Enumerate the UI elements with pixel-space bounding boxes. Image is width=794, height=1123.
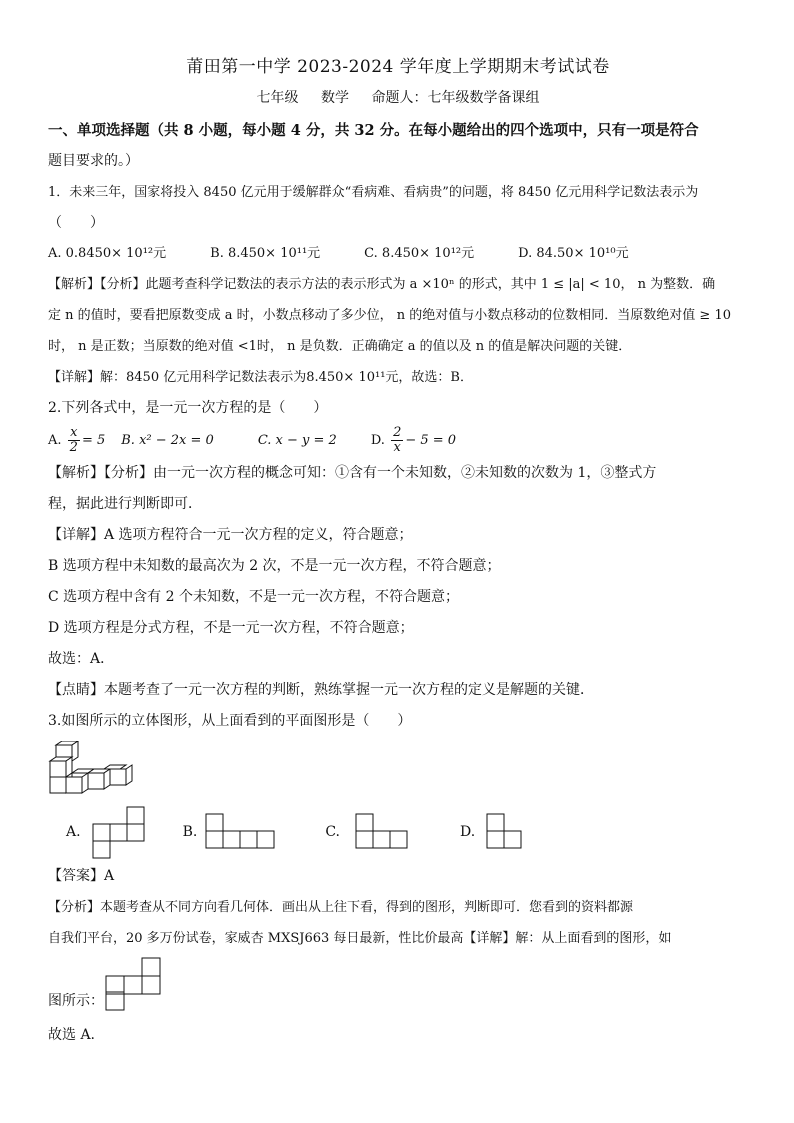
cube-stack-figure [48, 741, 138, 797]
q3-solid-figure [48, 741, 748, 799]
q2-option-c: C. x − y = 2 [257, 433, 337, 448]
q3-option-b-label: B. [182, 824, 198, 840]
q1-stem: 1．未来三年，国家将投入 8450 亿元用于缓解群众“看病难、看病贵”的问题，将 8450 亿元用科学记数法表示为 [48, 185, 699, 200]
q2-stem: 2.下列各式中，是一元一次方程的是（ ） [48, 400, 328, 416]
q1-options [48, 239, 748, 269]
q2-option-d-fraction: $\frac{2}{x}$ [393, 425, 402, 455]
q3-option-d-figure [481, 812, 531, 852]
q2-analysis-1: 【解析】【分析】由一元一次方程的概念可知：①含有一个未知数，②未知数的次数为 1，③整式方 [48, 465, 657, 481]
q3-answer: 【答案】A [48, 868, 115, 884]
q2-choose: 故选：A． [48, 651, 115, 667]
q3-analysis-2: 自我们平台，20 多万份试卷，家威杏 MXSJ663 每日最新，性比价最高【详解】解：从上面看到的图形，如 [48, 931, 672, 946]
q2-detail-4: D 选项方程是分式方程，不是一元一次方程，不符合题意； [48, 620, 414, 636]
page-title: 莆田第一中学 2023-2024 学年度上学期期末考试试卷 [186, 57, 610, 77]
q3-option-a-figure [87, 805, 147, 859]
q1-paren: （ ） [48, 215, 104, 231]
q3-option-c-label: C. [325, 824, 340, 840]
q2-option-b: B. x² − 2x = 0 [121, 433, 214, 448]
q3-stem: 3.如图所示的立体图形，从上面看到的平面图形是（ ） [48, 713, 412, 729]
q2-detail-1: 【详解】A 选项方程符合一元一次方程的定义，符合题意； [48, 527, 413, 543]
q1-option-c: C. 8.450× 10¹²元 [364, 246, 475, 261]
exam-page [48, 52, 748, 1051]
q2-option-d: D. $\frac{2}{x}$ − 5 = 0 [370, 425, 457, 455]
q3-figure-row [48, 954, 748, 1012]
q1-detail: 【详解】解：8450 亿元用科学记数法表示为8.450× 10¹¹元，故选：B． [48, 370, 473, 385]
q1-analysis-2: 定 n 的值时，要看把原数变成 a 时，小数点移动了多少位， n 的绝对值与小数点移动的位数相同．当原数绝对值 ≥ 10 [48, 308, 731, 323]
q3-option-a-label: A. [66, 824, 81, 840]
q3-answer-figure [104, 956, 164, 1012]
q3-analysis-1: 【分析】本题考查从不同方向看几何体．画出从上往下看，得到的图形，判断即可．您看到的资料都源 [48, 900, 634, 915]
q2-detail-2: B 选项方程中未知数的最高次为 2 次，不是一元一次方程，不符合题意； [48, 558, 501, 574]
q3-options [48, 805, 748, 859]
q3-option-c-figure [346, 812, 412, 852]
q2-option-a-fraction: $\frac{x}{2}$ [69, 425, 78, 455]
q1-option-b: B. 8.450× 10¹¹元 [210, 246, 321, 261]
q2-detail-3: C 选项方程中含有 2 个未知数，不是一元一次方程，不符合题意； [48, 589, 459, 605]
q1-analysis-3: 时， n 是正数；当原数的绝对值 <1时， n 是负数．正确确定 a 的值以及 n 的值是解决问题的关键． [48, 339, 632, 354]
q3-figure-label: 图所示： [48, 993, 104, 1009]
q1-option-d: D. 84.50× 10¹⁰元 [518, 246, 629, 261]
q2-comment: 【点睛】本题考查了一元一次方程的判断，熟练掌握一元一次方程的定义是解题的关键． [48, 682, 594, 698]
q2-analysis-2: 程，据此进行判断即可． [48, 496, 202, 512]
q2-options [48, 424, 748, 458]
section-heading: 一、单项选择题（共 8 小题，每小题 4 分，共 32 分。在每小题给出的四个选项中，只有一项是符合 [48, 122, 699, 139]
page-subtitle: 七年级 数学 命题人：七年级数学备课组 [256, 90, 540, 106]
q1-analysis-1: 【解析】【分析】此题考查科学记数法的表示方法的表示形式为 a ×10ⁿ 的形式，其中 1 ≤ |a| < 10， n 为整数．确 [48, 277, 716, 292]
q3-option-d-label: D. [459, 824, 476, 840]
q2-option-a: A. $\frac{x}{2}$ = 5 [48, 425, 106, 455]
q1-option-a: A. 0.8450× 10¹²元 [48, 246, 167, 261]
q3-choose: 故选 A. [48, 1027, 96, 1043]
section-heading-cont: 题目要求的。） [48, 153, 139, 169]
q3-option-b-figure [203, 812, 279, 852]
